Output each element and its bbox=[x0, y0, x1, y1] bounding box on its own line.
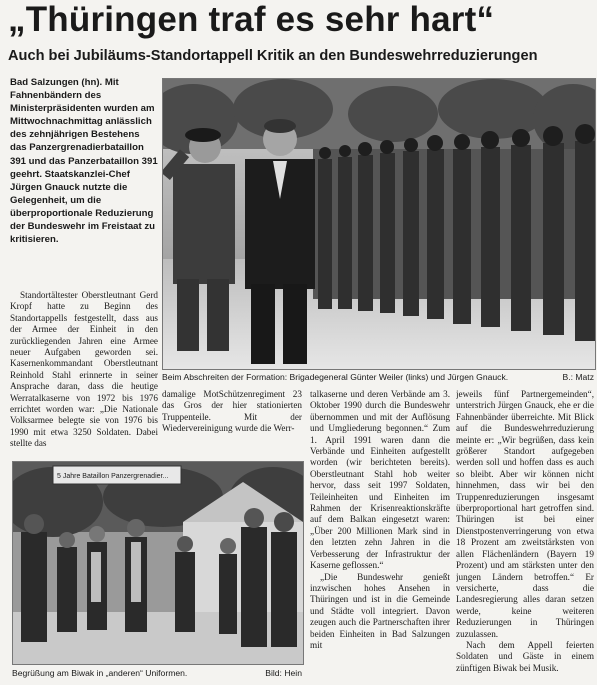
subheadline: Auch bei Jubiläums-Standortappell Kritik an den Bundeswehrreduzierungen bbox=[8, 48, 538, 64]
column-3-paragraph-1: talkaserne und deren Verbände am 3. Oktober 1990 durch die Bundeswehr übernommen und mit der Auflösung und Umgliederung begonnen.“ Zum 1. April 1991 waren dann die Verbände und Einheiten aufgestellt worden (wir berichteten bereits). Oberstleutnant Stahl hob weiter hervor, dass seit 1997 Soldaten, Teileinheiten und Einheiten im Rahmen der Krisenreaktionskräfte auf dem Balkan eingesetzt waren: „Über 200 Millionen Mark sind in den letzten zehn Jahren in die Verbesserung der Infrastruktur der Kaserne geflossen.“ bbox=[310, 389, 450, 571]
photo2-credit: Bild: Hein bbox=[265, 668, 302, 678]
photo-parade bbox=[162, 78, 596, 370]
article-column-3 bbox=[310, 389, 450, 685]
bivouac-sign-text: 5 Jahre Bataillon Panzergrenadier... bbox=[57, 473, 169, 480]
photo1-credit: B.: Matz bbox=[562, 372, 594, 382]
bivouac-photo-image bbox=[13, 462, 303, 664]
column-2-paragraph: damalige MotSchützenregiment 23 das Gros der hier stationierten Truppenteile. Mit der Wiedervereinigung wurde die Werr- bbox=[162, 389, 302, 434]
headline: „Thüringen traf es sehr hart“ bbox=[8, 0, 495, 39]
column-1-paragraph: Standortältester Oberstleutnant Gerd Kropf hatte zu Beginn des Standortappells festgestellt, dass aus der Armee der Einheit in den zurückliegenden Jahren eine Armee neuer Aufgaben geworden sei. Kasernenkommandant Oberstleutnant Reinhold Stahl erinnerte in seiner Ansprache daran, dass die heutige Werratalkaserne von 1972 bis 1976 errichtet worden war: „Die Nationale Volksarmee belegte sie von 1976 bis 1990 mit etwa 3250 Soldaten. Dabei stellte das bbox=[10, 290, 158, 449]
article-column-2 bbox=[162, 389, 302, 457]
column-4-paragraph-1: jeweils fünf Partnergemeinden“, unterstrich Jürgen Gnauck, ehe er die Fahnenbänder überreichte. Mit Blick auf die Bundeswehrreduzierung meinte er: „Wir begrüßen, dass kein größerer Standort aufgegeben werden soll und hoffen dass es auch so bleibt. Aber wir können nicht hinnehmen, dass wir bei den Truppenreduzierungen insgesamt überproportional hart getroffen sind. Thüringen ist bei einer Dienstpostenverringerung von etwa 18 Prozent am zweitstärksten von allen Flächenländern (Bayern 19 Prozent) und am stärksten unter den jungen Ländern betroffen.“ Er versicherte, dass die Landesregierung alles daran setzen werde, keine weiteren Reduzierungen in Thüringen zuzulassen. bbox=[456, 389, 594, 639]
photo-bivouac bbox=[12, 461, 304, 665]
article-column-4 bbox=[456, 389, 594, 685]
lead-paragraph: Bad Salzungen (hn). Mit Fahnenbändern des Ministerpräsidenten wurden am Mittwochnachmittag anlässlich des zehnjährigen Bestehens das Panzergrenadierbataillon 391 und das Panzerbataillon 391 geehrt. Staatskanzlei-Chef Jürgen Gnauck nutzte die Gelegenheit, um die überproportionale Reduzierung der Bundeswehr im Freistaat zu kritisieren. bbox=[10, 77, 158, 246]
article-column-1 bbox=[10, 290, 158, 456]
photo2-caption: Begrüßung am Biwak in „anderen“ Uniformen. bbox=[12, 668, 188, 678]
column-3-paragraph-2: „Die Bundeswehr genießt inzwischen hohes Ansehen in Thüringen und ist in die Gemeinde und Städte voll integriert. Davon zeugen auch die Partnerschaften ihrer beiden Einheiten in Bad Salzungen mit bbox=[310, 571, 450, 650]
parade-photo-image bbox=[163, 79, 595, 369]
photo1-caption: Beim Abschreiten der Formation: Brigadegeneral Günter Weiler (links) und Jürgen Gnauck. bbox=[162, 372, 509, 382]
column-4-paragraph-2: Nach dem Appell feierten Soldaten und Gäste in einem zünftigen Biwak bei Musik. bbox=[456, 639, 594, 673]
